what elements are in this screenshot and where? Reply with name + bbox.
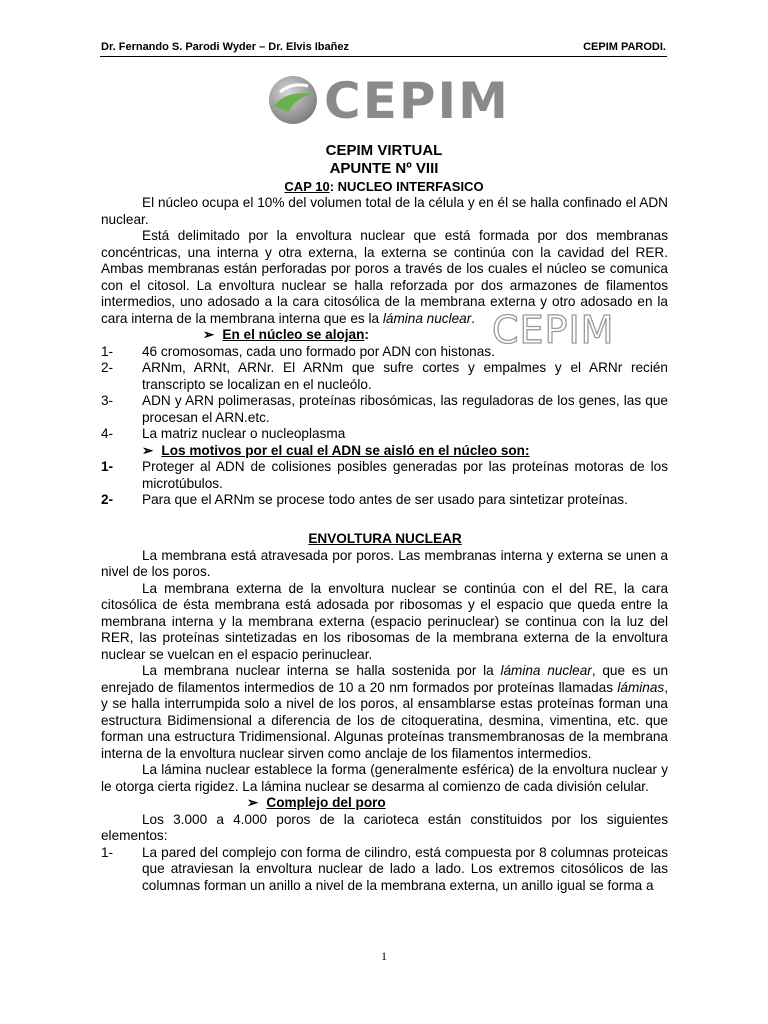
list-number: 2- [101,492,114,507]
header-authors: Dr. Fernando S. Parodi Wyder – Dr. Elvis Ibañez [101,41,349,53]
list-text: ADN y ARN polimerasas, proteínas ribosómicas, las reguladoras de los genes, las que procesan el ARN.etc. [142,393,668,425]
poro-list [101,845,668,895]
poro-paragraph-1: Los 3.000 a 4.000 poros de la carioteca están constituidos por los siguientes elementos: [101,811,668,843]
svg-text:CEPIM: CEPIM [324,72,510,128]
watermark-text: CEPIM [492,309,615,349]
list-item [101,492,668,509]
list-number: 1- [101,459,114,474]
p3-italic-2: láminas [617,679,665,695]
header-rule [100,56,667,57]
header-org: CEPIM PARODI. [583,41,666,53]
list-text: 46 cromosomas, cada uno formado por ADN con histonas. [142,343,495,359]
arrow-bullet-icon: ➢ [203,327,215,342]
list-text: La matriz nuclear o nucleoplasma [142,426,346,441]
poro-heading [101,795,668,812]
body-top [101,195,668,509]
chapter-heading [0,179,768,194]
p3-text-c: , y se halla interrumpida solo a nivel de los poros, al ensamblarse estas proteínas forman una estructura Bidimensional a diferencia de los de citoqueratina, desmina, vimentina, etc. que forman una estructura Tridimensional. Algunas proteínas transmembranosas de la membrana interna de la envoltura nuclear sirven como anclaje de los filamentos intermedios. [101,679,668,761]
arrow-bullet-icon: ➢ [142,442,154,458]
list-item [101,426,668,443]
list-text: ARNm, ARNt, ARNr. El ARNm que sufre cortes y empalmes y el ARNr recién transcripto se localizan en el nucleólo. [142,360,668,392]
envoltura-paragraph-4: La lámina nuclear establece la forma (generalmente esférica) de la envoltura nuclear y le otorga cierta rigidez. La lámina nuclear se desarma al comienzo de cada división celular. [101,762,668,794]
arrow-bullet-icon: ➢ [247,795,259,810]
section1-heading-suffix: : [364,327,369,342]
page-number: 1 [381,949,387,963]
cepim-watermark [490,309,624,349]
section2-heading [101,443,668,460]
section2-list [101,459,668,509]
p3-italic-1: lámina nuclear [500,663,592,678]
list-item [101,845,668,895]
poro-heading-text: Complejo del poro [266,795,386,810]
section1-heading-text: En el núcleo se alojan [222,327,365,342]
intro-p2-italic: lámina nuclear [382,310,472,326]
list-item [101,393,668,426]
list-number: 4- [101,426,114,441]
list-number: 3- [101,393,114,408]
body-bottom [101,531,668,894]
chapter-title: : NUCLEO INTERFASICO [329,179,484,194]
intro-p2-end: . [471,310,476,326]
intro-p2-text: Está delimitado por la envoltura nuclear que está formada por dos membranas concéntricas, una interna y otra externa, la externa se continúa con la cavidad del RER. Ambas membranas están perforadas por poros a través de los cuales el núcleo se comunica con el citosol. La envoltura nuclear se halla reforzada por dos armazones de filamentos intermedios, uno adosado a la cara citosólica de la membrana externa y otro adosado en la cara interna de la membrana interna que es la [101,228,668,326]
p3-text-b: , que es un enrejado de filamentos intermedios de 10 a 20 nm formados por proteínas llamadas [101,663,668,695]
list-text: La pared del complejo con forma de cilindro, está compuesta por 8 columnas proteicas que atraviesan la envoltura nuclear de lado a lado. Los extremos citosólicos de las columnas forman un anillo a nivel de la membrana externa, un anillo igual se forma a [142,844,668,893]
cepim-logo [266,72,516,128]
envoltura-paragraph-2: La membrana externa de la envoltura nuclear se continúa con el del RE, la cara citosólica de ésta membrana está adosada por ribosomas y el espacio que queda entre la membrana interna y la membrana externa (espacio perinuclear) se continua con la luz del RER, las proteínas sintetizadas en los ribosomas de la membrana externa de la envoltura nuclear se vuelcan en el espacio perinuclear. [101,580,668,662]
envoltura-paragraph-3 [101,663,668,762]
doc-title: CEPIM VIRTUAL [325,142,443,159]
list-number: 2- [101,360,114,375]
intro-paragraph-1: El núcleo ocupa el 10% del volumen total de la célula y en él se halla confinado el ADN nuclear. [101,195,668,227]
section2-heading-text: Los motivos por el cual el ADN se aisló en el núcleo son: [161,442,530,458]
list-item [101,459,668,492]
p3-text-a: La membrana nuclear interna se halla sostenida por la [142,663,501,678]
list-number: 1- [101,844,114,860]
list-item [101,360,668,393]
list-text: Para que el ARNm se procese todo antes de ser usado para sintetizar proteínas. [142,492,628,507]
section1-list [101,344,668,443]
list-number: 1- [101,343,114,359]
envoltura-paragraph-1: La membrana está atravesada por poros. Las membranas interna y externa se unen a nivel de los poros. [101,547,668,579]
list-text: Proteger al ADN de colisiones posibles generadas por las proteínas motoras de los microtúbulos. [142,459,668,491]
envoltura-heading: ENVOLTURA NUCLEAR [308,531,462,546]
chapter-label: CAP 10 [284,179,330,194]
doc-subtitle: APUNTE Nº VIII [329,160,439,177]
